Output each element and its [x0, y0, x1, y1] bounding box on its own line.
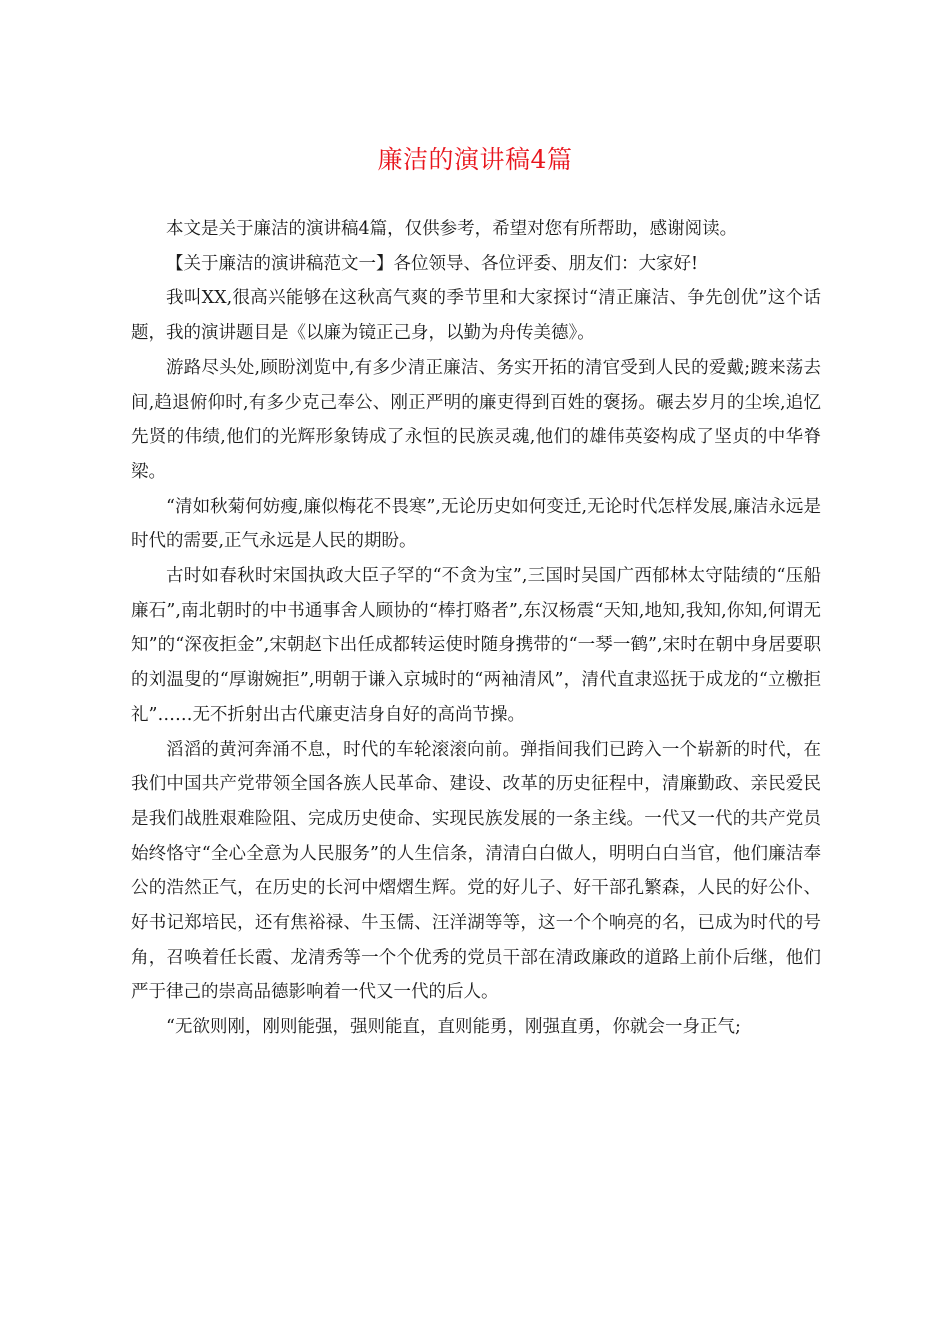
paragraph: 游路尽头处,顾盼浏览中,有多少清正廉洁、务实开拓的清官受到人民的爱戴;踱来荡去间,趋退俯仰时,有多少克己奉公、刚正严明的廉吏得到百姓的褒扬。碾去岁月的尘埃,追忆先贤的伟绩,他们的光辉形象铸成了永恒的民族灵魂,他们的雄伟英姿构成了坚贞的中华脊梁。 — [131, 357, 821, 482]
paragraph: 【关于廉洁的演讲稿范文一】各位领导、各位评委、朋友们：大家好! — [166, 253, 699, 274]
paragraph: “清如秋菊何妨瘦,廉似梅花不畏寒”,无论历史如何变迁,无论时代怎样发展,廉洁永远是时代的需要,正气永远是人民的期盼。 — [131, 496, 821, 552]
paragraph: 我叫XX,很高兴能够在这秋高气爽的季节里和大家探讨“清正廉洁、争先创优”这个话题，我的演讲题目是《以廉为镜正己身，以勤为舟传美德》。 — [131, 288, 821, 344]
document-body — [131, 212, 821, 1045]
paragraph: 滔滔的黄河奔涌不息，时代的车轮滚滚向前。弹指间我们已跨入一个崭新的时代，在我们中国共产党带领全国各族人民革命、建设、改革的历史征程中，清廉勤政、亲民爱民是我们战胜艰难险阻、完成历史使命、实现民族发展的一条主线。一代又一代的共产党员始终恪守“全心全意为人民服务”的人生信条，清清白白做人，明明白白当官，他们廉洁奉公的浩然正气，在历史的长河中熠熠生辉。党的好儿子、好干部孔繁森，人民的好公仆、好书记郑培民，还有焦裕禄、牛玉儒、汪洋湖等等，这一个个响亮的名，已成为时代的号角，召唤着任长霞、龙清秀等一个个优秀的党员干部在清政廉政的道路上前仆后继，他们严于律己的崇高品德影响着一代又一代的后人。 — [131, 739, 821, 1003]
paragraph: 古时如春秋时宋国执政大臣子罕的“不贪为宝”,三国时吴国广西郁林太守陆绩的“压船廉石”,南北朝时的中书通事舍人顾协的“棒打赂者”,东汉杨震“天知,地知,我知,你知,何谓无知”的“深夜拒金”,宋朝赵卞出任成都转运使时随身携带的“一琴一鹤”,宋时在朝中身居要职的刘温叟的“厚谢婉拒”,明朝于谦入京城时的“两袖清风”，清代直隶巡抚于成龙的“立檄拒礼”……无不折射出古代廉吏洁身自好的高尚节操。 — [131, 566, 821, 725]
paragraph: 本文是关于廉洁的演讲稿4篇，仅供参考，希望对您有所帮助，感谢阅读。 — [166, 219, 738, 239]
paragraph: “无欲则刚，刚则能强，强则能直，直则能勇，刚强直勇，你就会一身正气; — [166, 1017, 741, 1038]
document-title: 廉洁的演讲稿4篇 — [377, 145, 573, 174]
